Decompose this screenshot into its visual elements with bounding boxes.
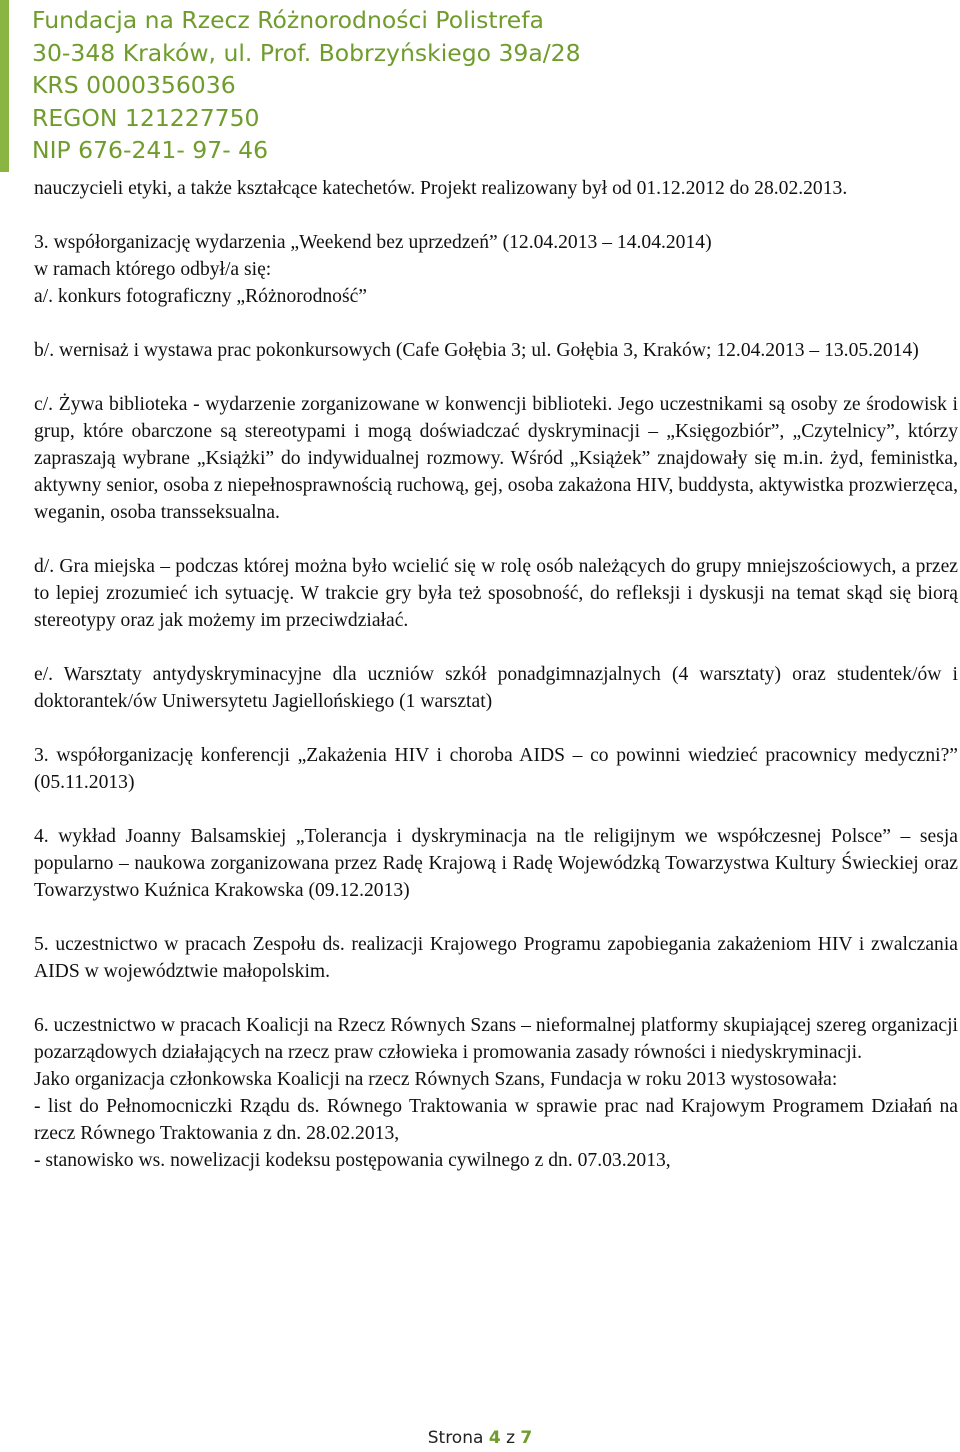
paragraph-living-library: c/. Żywa biblioteka - wydarzenie zorganizowane w konwencji biblioteki. Jego uczestnikami są osoby ze środowisk i grup, które obarczone są stereotypami i mogą doświadczać dyskryminacji – „Księgozbiór”, „Czytelnicy”, którzy zapraszają wybrane „Książki” do indywidualnej rozmowy. Wśród „Książek” znajdowały się m.in. żyd, feministka, aktywny senior, osoba z niepełnosprawnością ruchową, gej, osoba zakażona HIV, buddysta, aktywistka prozwierzęca, weganin, osoba transseksualna. [34,394,958,523]
page-number: 4 [488,1428,501,1448]
paragraph-photo-contest: a/. konkurs fotograficzny „Różnorodność” [34,286,367,307]
paragraph-hiv-conference: 3. współorganizację konferencji „Zakażenia HIV i choroba AIDS – co powinni wiedzieć pracownicy medyczni?” (05.11.2013) [34,745,958,793]
paragraph-statement: - stanowisko ws. nowelizacji kodeksu postępowania cywilnego z dn. 07.03.2013, [34,1150,671,1171]
paragraph-teachers: nauczycieli etyki, a także kształcące katechetów. Projekt realizowany był od 01.12.2012 do 28.02.2013. [34,178,848,199]
page-separator: z [506,1428,515,1448]
page-total: 7 [520,1428,533,1448]
paragraph-hiv-team: 5. uczestnictwo w pracach Zespołu ds. realizacji Krajowego Programu zapobiegania zakażeniom HIV i zwalczania AIDS w województwie małopolskim. [34,934,958,982]
org-address: 30-348 Kraków, ul. Prof. Bobrzyńskiego 39a/28 [32,38,581,67]
paragraph-lecture: 4. wykład Joanny Balsamskiej „Tolerancja i dyskryminacja na tle religijnym we współczesnej Polsce” – sesja popularno – naukowa zorganizowana przez Radę Krajową i Radę Wojewódzką Towarzystwa Kultury Świeckiej oraz Towarzystwo Kuźnica Krakowska (09.12.2013) [34,826,958,901]
page-footer [0,1428,960,1448]
paragraph-city-game: d/. Gra miejska – podczas której można było wcielić się w rolę osób należących do grupy mniejszościowych, a przez to lepiej zrozumieć ich sytuację. W trakcie gry była też sposobność, do refleksji i dyskusji na temat skąd się biorą stereotypy oraz jak możemy im przeciwdziałać. [34,556,958,631]
paragraph-weekend-sub: w ramach którego odbył/a się: [34,259,272,280]
paragraph-letter: - list do Pełnomocniczki Rządu ds. Równego Traktowania w sprawie prac nad Krajowym Programem Działań na rzecz Równego Traktowania z dn. 28.02.2013, [34,1096,958,1144]
paragraph-vernissage: b/. wernisaż i wystawa prac pokonkursowych (Cafe Gołębia 3; ul. Gołębia 3, Kraków; 12.04.2013 – 13.05.2014) [34,340,919,361]
header-accent-bar [0,0,9,172]
org-regon: REGON 121227750 [32,103,260,132]
page-label: Strona [427,1428,484,1448]
paragraph-member-org: Jako organizacja członkowska Koalicji na rzecz Równych Szans, Fundacja w roku 2013 wystosowała: [34,1069,838,1090]
org-nip: NIP 676-241- 97- 46 [32,136,269,164]
org-name: Fundacja na Rzecz Różnorodności Polistrefa [32,6,544,34]
org-krs: KRS 0000356036 [32,71,236,99]
letterhead [32,4,581,167]
paragraph-workshops: e/. Warsztaty antydyskryminacyjne dla uczniów szkół ponadgimnazjalnych (4 warsztaty) oraz studentek/ów i doktorantek/ów Uniwersytetu Jagiellońskiego (1 warsztat) [34,664,958,712]
paragraph-coalition: 6. uczestnictwo w pracach Koalicji na Rzecz Równych Szans – nieformalnej platformy skupiającej szereg organizacji pozarządowych działających na rzecz praw człowieka i promowania zasady równości i niedyskryminacji. [34,1015,958,1063]
paragraph-weekend-event: 3. współorganizację wydarzenia „Weekend bez uprzedzeń” (12.04.2013 – 14.04.2014) [34,232,712,253]
document-body [34,175,958,1174]
